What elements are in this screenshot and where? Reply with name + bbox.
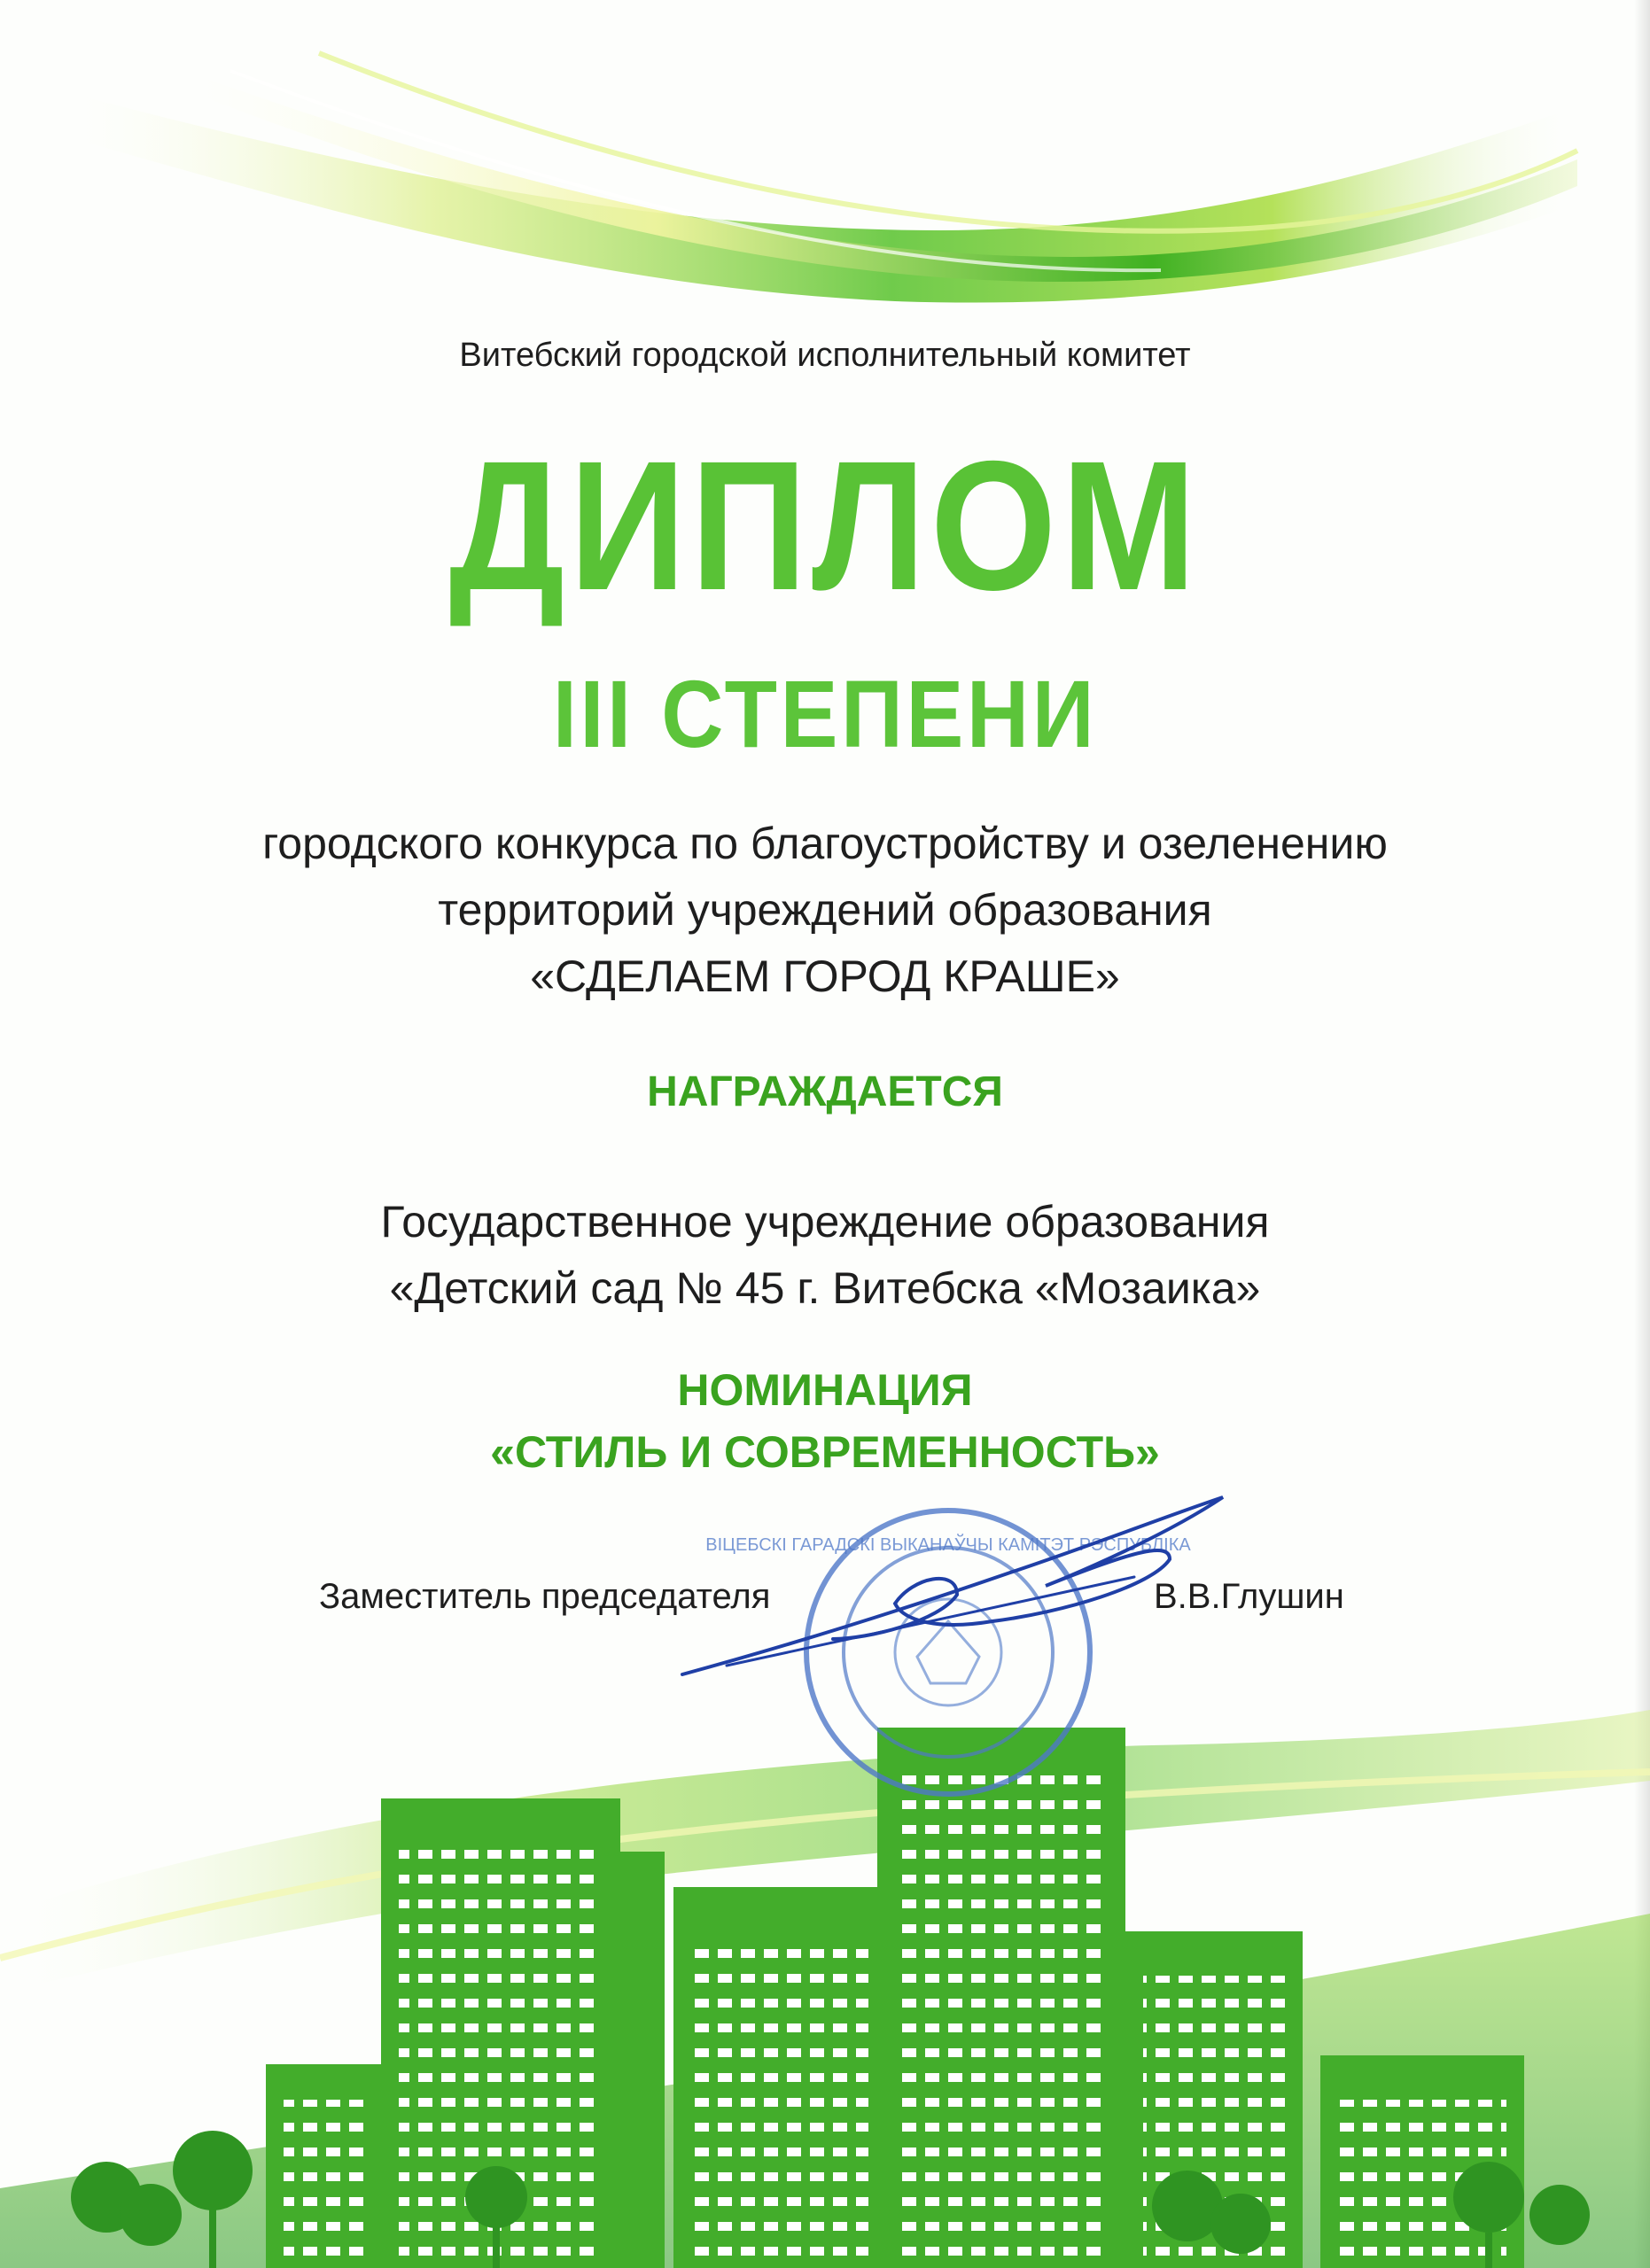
signatory-name: В.В.Глушин [1154, 1577, 1344, 1616]
recipient-line-1: Государственное учреждение образования [380, 1197, 1270, 1247]
contest-line-2: территорий учреждений образования [438, 885, 1212, 935]
issuer-name: Витебский городской исполнительный комитет [459, 337, 1191, 374]
green-wave-banner-icon [53, 53, 1577, 319]
nomination-name: «СТИЛЬ И СОВРЕМЕННОСТЬ» [490, 1427, 1160, 1477]
stamp-text: ВІЦЕБСКІ ГАРАДСКІ ВЫКАНАЎЧЫ КАМІТЭТ РЭСПУБЛІКА [705, 1535, 1191, 1555]
diploma-title: ДИПЛОМ [448, 423, 1202, 629]
awarded-label: НАГРАЖДАЕТСЯ [647, 1068, 1003, 1115]
signatory-position: Заместитель председателя [319, 1577, 771, 1616]
recipient-line-2: «Детский сад № 45 г. Витебска «Мозаика» [389, 1263, 1261, 1313]
contest-line-1: городского конкурса по благоустройству и озеленению [262, 819, 1388, 868]
diploma-degree: III СТЕПЕНИ [552, 660, 1098, 767]
nomination-label: НОМИНАЦИЯ [677, 1365, 973, 1415]
contest-name: «СДЕЛАЕМ ГОРОД КРАШЕ» [530, 951, 1120, 1001]
